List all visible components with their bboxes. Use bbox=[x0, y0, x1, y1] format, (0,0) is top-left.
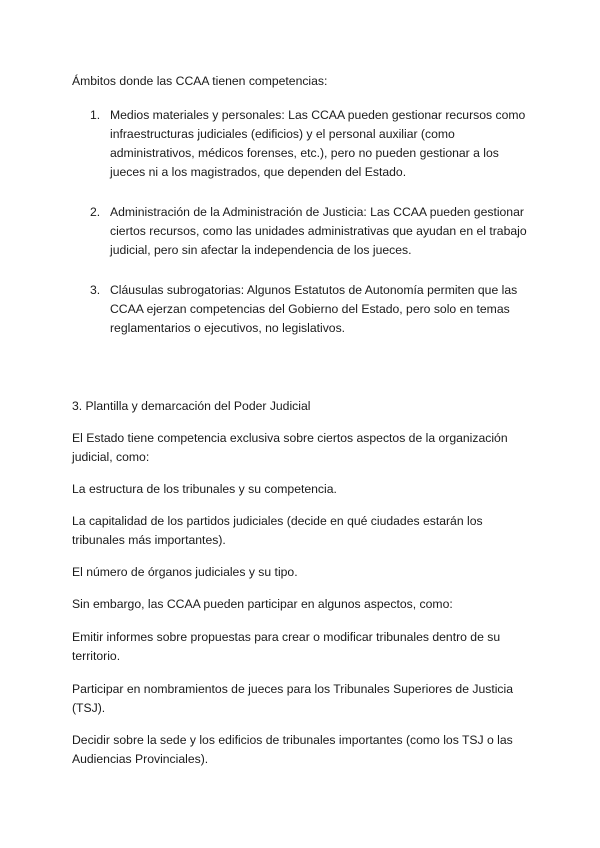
list-item bbox=[72, 106, 532, 182]
paragraph: Decidir sobre la sede y los edificios de tribunales importantes (como los TSJ o las Audiencias Provinciales). bbox=[72, 733, 513, 766]
paragraph: El Estado tiene competencia exclusiva sobre ciertos aspectos de la organización judicial, como: bbox=[72, 431, 508, 464]
paragraph: La estructura de los tribunales y su competencia. bbox=[72, 482, 337, 496]
paragraph: Emitir informes sobre propuestas para crear o modificar tribunales dentro de su territorio. bbox=[72, 630, 501, 663]
list-item-text: Las CCAA pueden gestionar ciertos recursos, como las unidades administrativas que ayudan en el trabajo judicial, pero sin afectar la independencia de los jueces. bbox=[110, 205, 527, 257]
paragraph: Participar en nombramientos de jueces para los Tribunales Superiores de Justicia (TSJ). bbox=[72, 682, 514, 715]
list-item-title: Cláusulas subrogatorias: bbox=[110, 283, 245, 297]
intro-text: Ámbitos donde las CCAA tienen competencias: bbox=[72, 74, 328, 88]
list-item-number: 3. bbox=[90, 283, 101, 297]
competencias-list bbox=[72, 106, 532, 338]
section-heading: 3. Plantilla y demarcación del Poder Judicial bbox=[72, 399, 311, 413]
list-item bbox=[72, 281, 532, 338]
list-item-text: Las CCAA pueden gestionar recursos como infraestructuras judiciales (edificios) y el personal auxiliar (como administrativos, médicos forenses, etc.), pero no pueden gestionar a los jueces ni a los magistrados, que dependen del Estado. bbox=[110, 108, 526, 179]
list-item-title: Administración de la Administración de Justicia: bbox=[110, 205, 367, 219]
paragraph: Sin embargo, las CCAA pueden participar en algunos aspectos, como: bbox=[72, 597, 453, 611]
list-item-title: Medios materiales y personales: bbox=[110, 108, 285, 122]
list-item-number: 2. bbox=[90, 205, 101, 219]
list-item bbox=[72, 203, 532, 260]
list-item-text: Algunos Estatutos de Autonomía permiten que las CCAA ejerzan competencias del Gobierno del Estado, pero solo en temas reglamentarios o ejecutivos, no legislativos. bbox=[110, 283, 518, 335]
list-item-number: 1. bbox=[90, 108, 101, 122]
paragraph: La capitalidad de los partidos judiciales (decide en qué ciudades estarán los tribunales más importantes). bbox=[72, 514, 483, 547]
paragraph: El número de órganos judiciales y su tipo. bbox=[72, 565, 298, 579]
